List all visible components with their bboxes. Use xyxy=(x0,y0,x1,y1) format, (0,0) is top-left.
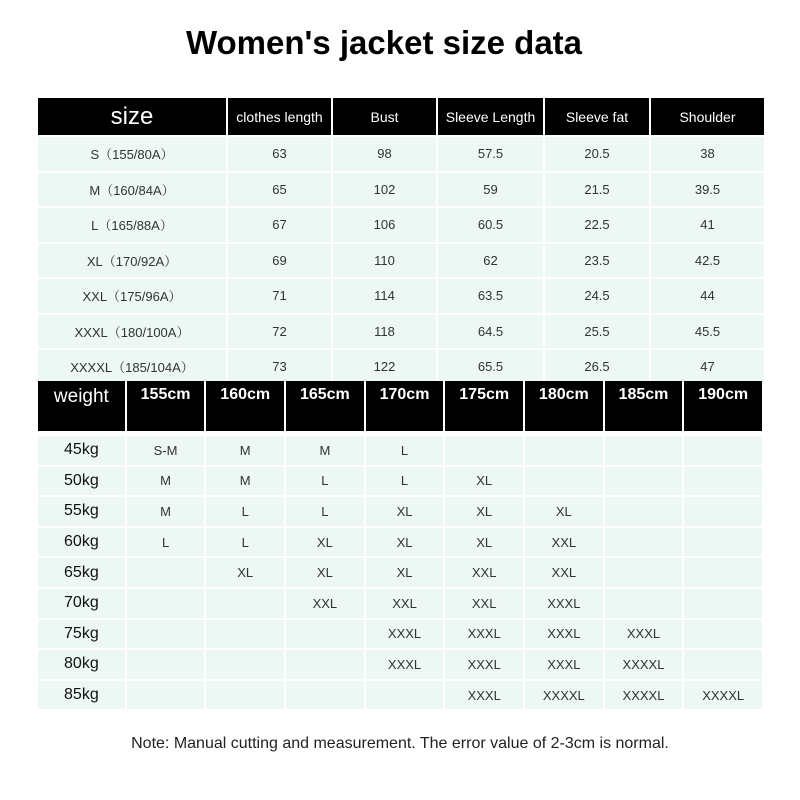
size-value-cell: 26.5 xyxy=(545,350,649,384)
size-value-cell: 64.5 xyxy=(438,315,543,349)
recommended-size-cell xyxy=(286,650,364,679)
recommended-size-cell: XXXXL xyxy=(605,650,683,679)
weight-row xyxy=(38,681,762,710)
spacer-cell xyxy=(605,433,683,434)
recommended-size-cell: XXXL xyxy=(525,589,603,618)
size-value-cell: 63.5 xyxy=(438,279,543,313)
recommended-size-cell xyxy=(605,558,683,587)
recommended-size-cell: XXXXL xyxy=(525,681,603,710)
recommended-size-cell: XXL xyxy=(366,589,444,618)
weight-row xyxy=(38,497,762,526)
height-col-header: 160cm xyxy=(206,381,284,431)
recommended-size-cell xyxy=(206,650,284,679)
recommended-size-cell: XXXL xyxy=(366,650,444,679)
recommended-size-cell xyxy=(684,467,762,496)
spacer-cell xyxy=(684,433,762,434)
size-value-cell: 42.5 xyxy=(651,244,764,278)
spacer-cell xyxy=(286,433,364,434)
recommended-size-cell: M xyxy=(127,497,205,526)
recommended-size-cell: L xyxy=(127,528,205,557)
size-value-cell: 20.5 xyxy=(545,137,649,171)
size-value-cell: 38 xyxy=(651,137,764,171)
recommended-size-cell xyxy=(684,558,762,587)
size-chart-table xyxy=(36,96,766,386)
size-col-header: Shoulder xyxy=(651,98,764,135)
height-col-header: 170cm xyxy=(366,381,444,431)
weight-label-cell: 50kg xyxy=(38,467,125,496)
size-value-cell: 110 xyxy=(333,244,436,278)
recommended-size-cell xyxy=(445,436,523,465)
size-value-cell: 57.5 xyxy=(438,137,543,171)
recommended-size-cell xyxy=(605,467,683,496)
recommended-size-cell xyxy=(206,681,284,710)
weight-label-cell: 85kg xyxy=(38,681,125,710)
recommended-size-cell xyxy=(684,620,762,649)
height-col-header: 190cm xyxy=(684,381,762,431)
size-row xyxy=(38,208,764,242)
size-value-cell: 65 xyxy=(228,173,331,207)
weight-row xyxy=(38,467,762,496)
recommended-size-cell: M xyxy=(206,436,284,465)
size-col-header: Bust xyxy=(333,98,436,135)
size-row xyxy=(38,279,764,313)
weight-label-cell: 70kg xyxy=(38,589,125,618)
size-value-cell: 25.5 xyxy=(545,315,649,349)
recommended-size-cell: L xyxy=(366,467,444,496)
weight-label-cell: 65kg xyxy=(38,558,125,587)
size-label-cell: XXL（175/96A） xyxy=(38,279,226,313)
size-value-cell: 22.5 xyxy=(545,208,649,242)
recommended-size-cell: XL xyxy=(525,497,603,526)
recommended-size-cell: XXXL xyxy=(605,620,683,649)
size-value-cell: 23.5 xyxy=(545,244,649,278)
weight-height-table xyxy=(36,379,764,711)
recommended-size-cell xyxy=(127,620,205,649)
weight-col-header: weight xyxy=(38,381,125,431)
recommended-size-cell: XL xyxy=(366,528,444,557)
recommended-size-cell: S-M xyxy=(127,436,205,465)
size-value-cell: 63 xyxy=(228,137,331,171)
recommended-size-cell: XL xyxy=(286,558,364,587)
size-label-cell: S（155/80A） xyxy=(38,137,226,171)
size-value-cell: 47 xyxy=(651,350,764,384)
recommended-size-cell: XXXL xyxy=(445,620,523,649)
recommended-size-cell: M xyxy=(206,467,284,496)
weight-row xyxy=(38,436,762,465)
size-col-header: Sleeve fat xyxy=(545,98,649,135)
recommended-size-cell xyxy=(127,558,205,587)
recommended-size-cell: XXXXL xyxy=(605,681,683,710)
recommended-size-cell xyxy=(206,589,284,618)
size-label-cell: L（165/88A） xyxy=(38,208,226,242)
size-row xyxy=(38,244,764,278)
size-label-cell: XL（170/92A） xyxy=(38,244,226,278)
spacer-cell xyxy=(206,433,284,434)
recommended-size-cell: L xyxy=(206,528,284,557)
recommended-size-cell: XXXL xyxy=(445,681,523,710)
weight-table-header-row xyxy=(38,381,762,431)
size-value-cell: 44 xyxy=(651,279,764,313)
recommended-size-cell: XXL xyxy=(445,558,523,587)
weight-row xyxy=(38,620,762,649)
size-value-cell: 24.5 xyxy=(545,279,649,313)
page-title: Women's jacket size data xyxy=(185,24,583,61)
size-label-cell: XXXL（180/100A） xyxy=(38,315,226,349)
size-value-cell: 39.5 xyxy=(651,173,764,207)
size-value-cell: 41 xyxy=(651,208,764,242)
recommended-size-cell xyxy=(605,436,683,465)
recommended-size-cell xyxy=(684,497,762,526)
recommended-size-cell: XL xyxy=(366,558,444,587)
size-row xyxy=(38,315,764,349)
recommended-size-cell xyxy=(684,528,762,557)
height-col-header: 165cm xyxy=(286,381,364,431)
size-value-cell: 21.5 xyxy=(545,173,649,207)
recommended-size-cell: M xyxy=(127,467,205,496)
recommended-size-cell xyxy=(127,589,205,618)
height-col-header: 180cm xyxy=(525,381,603,431)
size-table-header-row xyxy=(38,98,764,135)
spacer-cell xyxy=(525,433,603,434)
recommended-size-cell: XL xyxy=(366,497,444,526)
recommended-size-cell: M xyxy=(286,436,364,465)
size-col-header: clothes length xyxy=(228,98,331,135)
size-label-cell: M（160/84A） xyxy=(38,173,226,207)
recommended-size-cell: L xyxy=(206,497,284,526)
size-value-cell: 59 xyxy=(438,173,543,207)
recommended-size-cell: XXL xyxy=(525,528,603,557)
size-value-cell: 71 xyxy=(228,279,331,313)
weight-label-cell: 75kg xyxy=(38,620,125,649)
recommended-size-cell: XXXL xyxy=(366,620,444,649)
recommended-size-cell: L xyxy=(286,467,364,496)
height-col-header: 185cm xyxy=(605,381,683,431)
recommended-size-cell: XXXL xyxy=(525,620,603,649)
recommended-size-cell: XXL xyxy=(525,558,603,587)
weight-label-cell: 55kg xyxy=(38,497,125,526)
size-value-cell: 106 xyxy=(333,208,436,242)
recommended-size-cell xyxy=(286,681,364,710)
size-value-cell: 69 xyxy=(228,244,331,278)
size-value-cell: 72 xyxy=(228,315,331,349)
weight-label-cell: 45kg xyxy=(38,436,125,465)
recommended-size-cell: XL xyxy=(445,467,523,496)
size-value-cell: 102 xyxy=(333,173,436,207)
recommended-size-cell xyxy=(684,589,762,618)
size-value-cell: 65.5 xyxy=(438,350,543,384)
recommended-size-cell: XXL xyxy=(445,589,523,618)
recommended-size-cell: XXXXL xyxy=(684,681,762,710)
size-value-cell: 98 xyxy=(333,137,436,171)
weight-row xyxy=(38,650,762,679)
measurement-note: Note: Manual cutting and measurement. The error value of 2-3cm is normal. xyxy=(131,735,669,752)
height-col-header: 175cm xyxy=(445,381,523,431)
weight-row xyxy=(38,589,762,618)
recommended-size-cell xyxy=(127,681,205,710)
size-value-cell: 114 xyxy=(333,279,436,313)
recommended-size-cell: XL xyxy=(206,558,284,587)
size-row xyxy=(38,137,764,171)
recommended-size-cell xyxy=(605,497,683,526)
recommended-size-cell: L xyxy=(286,497,364,526)
size-value-cell: 60.5 xyxy=(438,208,543,242)
spacer-cell xyxy=(38,433,125,434)
size-value-cell: 67 xyxy=(228,208,331,242)
recommended-size-cell: XL xyxy=(445,497,523,526)
spacer-cell xyxy=(445,433,523,434)
recommended-size-cell xyxy=(605,528,683,557)
weight-row xyxy=(38,528,762,557)
spacer-cell xyxy=(366,433,444,434)
size-row xyxy=(38,173,764,207)
size-value-cell: 62 xyxy=(438,244,543,278)
weight-label-cell: 60kg xyxy=(38,528,125,557)
recommended-size-cell xyxy=(127,650,205,679)
size-col-header: Sleeve Length xyxy=(438,98,543,135)
recommended-size-cell: L xyxy=(366,436,444,465)
recommended-size-cell xyxy=(286,620,364,649)
size-value-cell: 73 xyxy=(228,350,331,384)
size-value-cell: 118 xyxy=(333,315,436,349)
spacer-cell xyxy=(127,433,205,434)
recommended-size-cell: XL xyxy=(445,528,523,557)
recommended-size-cell: XXL xyxy=(286,589,364,618)
size-value-cell: 45.5 xyxy=(651,315,764,349)
recommended-size-cell xyxy=(605,589,683,618)
recommended-size-cell: XXXL xyxy=(445,650,523,679)
recommended-size-cell xyxy=(206,620,284,649)
recommended-size-cell xyxy=(366,681,444,710)
recommended-size-cell xyxy=(684,650,762,679)
size-value-cell: 122 xyxy=(333,350,436,384)
weight-label-cell: 80kg xyxy=(38,650,125,679)
table-spacer xyxy=(38,433,762,434)
size-col-header: size xyxy=(38,98,226,135)
recommended-size-cell xyxy=(525,436,603,465)
recommended-size-cell xyxy=(525,467,603,496)
recommended-size-cell: XL xyxy=(286,528,364,557)
recommended-size-cell: XXXL xyxy=(525,650,603,679)
weight-row xyxy=(38,558,762,587)
recommended-size-cell xyxy=(684,436,762,465)
height-col-header: 155cm xyxy=(127,381,205,431)
size-label-cell: XXXXL（185/104A） xyxy=(38,350,226,384)
